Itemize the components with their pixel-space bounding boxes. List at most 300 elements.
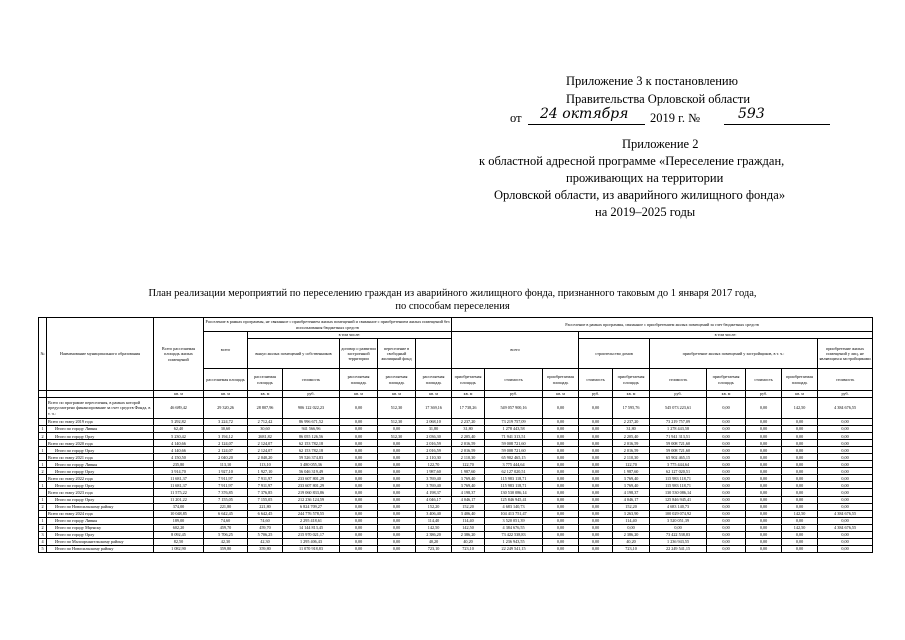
row-value: 0,00 (746, 545, 782, 552)
col-no: № (39, 318, 47, 391)
row-value: 359,80 (248, 545, 283, 552)
row-value: 0,00 (818, 475, 873, 482)
row-value: 4 384 676,55 (818, 510, 873, 517)
row-value: 122,70 (452, 461, 485, 468)
row-value: 0,00 (378, 468, 416, 475)
unit-cell: руб. (818, 391, 873, 398)
row-value: 545 073 223,61 (650, 398, 707, 419)
row-value: 215 970 021,17 (283, 531, 340, 538)
table-row (39, 426, 873, 433)
row-value: 1 278 443,58 (485, 426, 543, 433)
row-value: 0,00 (746, 433, 782, 440)
row-value: 0,00 (707, 433, 746, 440)
row-value: 0,00 (579, 524, 613, 531)
row-value: 244 776 578,55 (283, 510, 340, 517)
row-value: 0,00 (818, 419, 873, 426)
row-value: 62 153 782,18 (283, 447, 340, 454)
row-value: 0,00 (340, 510, 378, 517)
row-value: 3 769,40 (452, 475, 485, 482)
row-value: 219 060 833,86 (283, 489, 340, 496)
row-value: 0,00 (340, 475, 378, 482)
table-row (39, 482, 873, 489)
row-value: 0,00 (707, 447, 746, 454)
row-name: Всего по этапу 2019 года (47, 419, 154, 426)
row-name: Итого по городу Мценску (47, 524, 154, 531)
row-value: 113,10 (248, 461, 283, 468)
row-value: 0,00 (543, 419, 579, 426)
row-value: 0,00 (378, 426, 416, 433)
row-value: 2 205,40 (613, 433, 650, 440)
row-number: 2 (39, 503, 47, 510)
row-number (39, 419, 47, 426)
row-value: 221,80 (204, 503, 248, 510)
row-value: 723,10 (613, 545, 650, 552)
row-value: 86 055 126,56 (283, 433, 340, 440)
row-value: 17 738,26 (452, 398, 485, 419)
row-value: 2 124,07 (204, 447, 248, 454)
row-value: 0,00 (340, 461, 378, 468)
row-value: 0,00 (782, 440, 818, 447)
row-value: 0,00 (378, 461, 416, 468)
row-value: 0,00 (340, 545, 378, 552)
row-number (39, 398, 47, 419)
row-value: 0,00 (746, 489, 782, 496)
row-value: 4 046,17 (613, 496, 650, 503)
row-value: 0,00 (543, 510, 579, 517)
row-value: 2 040,20 (204, 454, 248, 461)
row-value: 40,20 (452, 538, 485, 545)
row-value: 0,00 (746, 538, 782, 545)
row-name: Итого по городу Ливны (47, 426, 154, 433)
row-value: 0,00 (782, 447, 818, 454)
row-value: 0,00 (543, 531, 579, 538)
row-value: 0,00 (782, 454, 818, 461)
row-value: 0,00 (707, 510, 746, 517)
row-value: 0,00 (340, 426, 378, 433)
row-value: 152,20 (452, 503, 485, 510)
row-value: 2 124,07 (204, 440, 248, 447)
sub-stoim4: стоимость (650, 369, 707, 391)
row-value: 3 224,72 (204, 419, 248, 426)
row-value: 59 008 721,60 (650, 447, 707, 454)
row-value: 0,00 (746, 398, 782, 419)
number-underline (724, 124, 830, 125)
row-value: 3 769,40 (416, 482, 452, 489)
row-value: 28 807,96 (248, 398, 283, 419)
row-value: 86 996 671,52 (283, 419, 340, 426)
row-value: 104 413 751,47 (485, 510, 543, 517)
row-value: 723,10 (452, 545, 485, 552)
row-name: Итого по Малоархангельскому району (47, 538, 154, 545)
row-value: 3 775 444,64 (650, 461, 707, 468)
row-name: Итого по городу Орлу (47, 482, 154, 489)
row-value: 40,20 (416, 538, 452, 545)
col-priob-zastr: приобретение жилых помещений у застройщиков, в т. ч.: (650, 339, 818, 369)
row-value: 0,00 (782, 468, 818, 475)
row-value: 0,00 (746, 447, 782, 454)
row-value: 221,80 (248, 503, 283, 510)
row-value: 0,00 (378, 482, 416, 489)
row-value: 3 769,40 (613, 482, 650, 489)
row-value: 0,00 (707, 496, 746, 503)
row-value: 0,00 (782, 461, 818, 468)
col-name: Наименование муниципального образования (47, 318, 154, 391)
row-value: 71 941 313,51 (485, 433, 543, 440)
row-value: 4 683 140,73 (650, 503, 707, 510)
row-value: 0,00 (543, 496, 579, 503)
appendix-2-line5: на 2019–2025 годы (595, 205, 696, 219)
row-value: 0,00 (340, 517, 378, 524)
group-b-header: Расселение в рамках программы, связанное с приобретением жилых помещений за счет бюджетных средств (452, 318, 873, 332)
row-value: 3 263,90 (613, 510, 650, 517)
row-value: 723,10 (416, 545, 452, 552)
row-value: 65 902 465,15 (650, 454, 707, 461)
row-value: 2 295 418,61 (283, 517, 340, 524)
row-value: 0,00 (543, 482, 579, 489)
row-value: 0,00 (340, 440, 378, 447)
row-value: 1 987,60 (613, 468, 650, 475)
table-row (39, 517, 873, 524)
row-value: 2 016,59 (452, 440, 485, 447)
row-value: 0,00 (579, 475, 613, 482)
row-value: 0,00 (340, 398, 378, 419)
row-value: 0,00 (746, 461, 782, 468)
row-name: Итого по Новосильскому району (47, 545, 154, 552)
unit-cell: руб. (746, 391, 782, 398)
row-value: 512,30 (378, 398, 416, 419)
row-value: 235,80 (154, 461, 204, 468)
row-value: 0,00 (340, 468, 378, 475)
row-value: 0,00 (340, 419, 378, 426)
row-value: 0,00 (746, 510, 782, 517)
table-row (39, 419, 873, 426)
row-value: 2 205,40 (452, 433, 485, 440)
row-value: 65 902 465,15 (485, 454, 543, 461)
row-value: 71 941 313,51 (650, 433, 707, 440)
row-value: 0,00 (378, 538, 416, 545)
row-value: 0,00 (746, 475, 782, 482)
row-value: 233 607 801,29 (283, 475, 340, 482)
row-value: 0,00 (782, 482, 818, 489)
row-value: 0,00 (746, 503, 782, 510)
col-pereselenie: переселение в свободный жилищный фонд (378, 339, 416, 369)
appendix-2-line4: Орловской области, из аварийного жилищного фонда» (494, 188, 786, 202)
row-value: 62 153 782,18 (283, 440, 340, 447)
unit-cell: кв. м (340, 391, 378, 398)
row-value: 0,00 (579, 496, 613, 503)
row-value: 941 566,96 (283, 426, 340, 433)
row-number (39, 489, 47, 496)
row-value: 142,50 (452, 524, 485, 531)
row-value: 359,80 (204, 545, 248, 552)
row-value: 1 987,60 (416, 468, 452, 475)
row-value: 0,00 (782, 496, 818, 503)
row-value: 602,20 (154, 524, 204, 531)
col-priob-lic: приобретение жилых помещений у лиц, не являющихся застройщиками (818, 339, 873, 369)
row-value: 30,60 (204, 426, 248, 433)
row-value: 5 230,42 (154, 433, 204, 440)
row-value: 7 155,05 (248, 496, 283, 503)
row-value: 0,00 (818, 538, 873, 545)
row-value: 115 983 118,71 (485, 482, 543, 489)
row-value: 0,00 (707, 489, 746, 496)
row-value: 0,00 (340, 496, 378, 503)
row-value: 7 911,97 (248, 482, 283, 489)
row-number: 2 (39, 468, 47, 475)
row-value: 73 219 757,09 (650, 419, 707, 426)
row-value: 40,20 (613, 538, 650, 545)
sub-stoim: стоимость (283, 369, 340, 391)
row-value: 0,00 (579, 545, 613, 552)
unit-cell: руб. (650, 391, 707, 398)
row-value: 0,00 (707, 531, 746, 538)
row-value: 11 575,22 (154, 489, 204, 496)
row-value: 2 237,20 (452, 419, 485, 426)
row-value: 906 122 022,23 (283, 398, 340, 419)
row-value: 59 008 721,60 (485, 440, 543, 447)
row-value: 62,40 (154, 426, 204, 433)
row-value: 1 236 943,55 (650, 538, 707, 545)
row-value: 62 127 020,51 (650, 468, 707, 475)
row-value: 0,00 (707, 440, 746, 447)
row-value: 0,00 (746, 419, 782, 426)
sub-priob-pl4: приобретаемая площадь (707, 369, 746, 391)
table-row (39, 475, 873, 482)
row-value: 0,00 (782, 531, 818, 538)
row-value: 0,00 (818, 426, 873, 433)
row-value: 0,00 (543, 454, 579, 461)
row-value: 3 480 055,36 (283, 461, 340, 468)
row-name: Всего по этапу 2023 года (47, 489, 154, 496)
row-value: 3 520 051,39 (650, 517, 707, 524)
row-value: 0,00 (818, 531, 873, 538)
row-value: 7 155,05 (204, 496, 248, 503)
row-value: 0,00 (818, 496, 873, 503)
row-value: 114,40 (416, 517, 452, 524)
row-value: 0,00 (818, 433, 873, 440)
row-value: 31,80 (613, 426, 650, 433)
row-value: 459,70 (204, 524, 248, 531)
sub-priob-pl2: приобретаемая площадь (543, 369, 579, 391)
row-value: 62 127 020,51 (485, 468, 543, 475)
row-value: 42,30 (248, 538, 283, 545)
row-value: 0,00 (543, 517, 579, 524)
row-value: 0,00 (746, 454, 782, 461)
row-value: 0,00 (579, 426, 613, 433)
row-value: 2 386,20 (452, 531, 485, 538)
row-value: 0,00 (378, 531, 416, 538)
row-number: 1 (39, 461, 47, 468)
row-value: 6 642,45 (204, 510, 248, 517)
row-value: 0,00 (579, 461, 613, 468)
table-row (39, 461, 873, 468)
row-name: Всего по программе переселения, в рамках которой предусмотрено финансирование за счет средств Фонда, в т. ч.: (47, 398, 154, 419)
row-value: 31,80 (416, 426, 452, 433)
row-value: 152,20 (416, 503, 452, 510)
row-value: 30,60 (248, 426, 283, 433)
col-b-vsego: всего (452, 332, 579, 369)
row-value: 125 846 945,41 (485, 496, 543, 503)
row-value: 0,00 (543, 440, 579, 447)
row-value: 374,00 (154, 503, 204, 510)
row-value: 0,00 (378, 517, 416, 524)
row-value: 0,00 (782, 517, 818, 524)
sub-stoim5: стоимость (746, 369, 782, 391)
row-value: 5 292,82 (154, 419, 204, 426)
row-value: 4 140,66 (154, 440, 204, 447)
row-value: 115 983 118,71 (650, 482, 707, 489)
row-value: 549 057 900,16 (485, 398, 543, 419)
row-value: 2 068,10 (416, 419, 452, 426)
row-value: 6 824 709,27 (283, 503, 340, 510)
row-value: 0,00 (782, 419, 818, 426)
row-value: 0,00 (378, 447, 416, 454)
col-dogovor: договор о развитии застроенной территории (340, 339, 378, 369)
row-value: 1 295 406,43 (283, 538, 340, 545)
sub-rassel-pl3: расселяемая площадь (340, 369, 378, 391)
row-value: 59 008 721,60 (485, 447, 543, 454)
row-value: 0,00 (340, 524, 378, 531)
row-value: 125 846 945,41 (650, 496, 707, 503)
row-value: 74,60 (248, 517, 283, 524)
appendix-3-line1: Приложение 3 к постановлению (566, 74, 738, 88)
row-value: 0,00 (543, 433, 579, 440)
row-number (39, 510, 47, 517)
row-value: 17 369,16 (416, 398, 452, 419)
appendix-3-line2: Правительства Орловской области (566, 92, 751, 106)
unit-cell: кв. м (707, 391, 746, 398)
unit-cell: кв. м (378, 391, 416, 398)
row-number (39, 475, 47, 482)
row-value: 11 070 918,83 (283, 545, 340, 552)
row-name: Всего по этапу 2020 года (47, 440, 154, 447)
row-value: 4 683 140,73 (485, 503, 543, 510)
row-value: 0,00 (340, 447, 378, 454)
plan-title-line1: План реализации мероприятий по переселению граждан из аварийного жилищного фонда, признанного таковым до 1 января 2017 года, (148, 288, 757, 299)
row-value: 2 110,30 (452, 454, 485, 461)
row-value: 29 320,26 (204, 398, 248, 419)
row-value: 3 914,70 (154, 468, 204, 475)
row-value: 10 048,85 (154, 510, 204, 517)
row-value: 0,00 (543, 545, 579, 552)
row-number: 4 (39, 538, 47, 545)
col-stroit: строительство домов (579, 339, 650, 369)
unit-cell: кв. м (543, 391, 579, 398)
row-value: 0,00 (579, 482, 613, 489)
date-prefix: от (510, 111, 522, 125)
appendix-2-line1: Приложение 2 (622, 137, 699, 151)
row-value: 4 384 676,55 (818, 524, 873, 531)
units-row (39, 391, 873, 398)
row-value: 0,00 (707, 545, 746, 552)
row-value: 31,80 (452, 426, 485, 433)
row-value: 113,10 (204, 461, 248, 468)
row-value: 122,70 (613, 461, 650, 468)
row-value: 0,00 (340, 531, 378, 538)
row-name: Всего по этапу 2021 года (47, 454, 154, 461)
row-value: 0,00 (543, 426, 579, 433)
row-value: 0,00 (543, 503, 579, 510)
row-value: 2 110,30 (613, 454, 650, 461)
date-underline (528, 124, 645, 125)
row-value: 0,00 (746, 524, 782, 531)
row-value: 0,00 (782, 489, 818, 496)
row-value: 4 046,17 (416, 496, 452, 503)
unit-cell: кв. м (204, 391, 248, 398)
row-value: 4 384 676,55 (485, 524, 543, 531)
sub-stoim2: стоимость (485, 369, 543, 391)
row-value: 212 236 124,59 (283, 496, 340, 503)
row-value: 0,00 (782, 475, 818, 482)
row-value: 0,00 (746, 482, 782, 489)
row-value: 3 769,40 (613, 475, 650, 482)
table-row (39, 489, 873, 496)
row-value: 0,00 (707, 398, 746, 419)
row-value: 4 198,37 (452, 489, 485, 496)
table-row (39, 454, 873, 461)
row-value: 1 927,10 (204, 468, 248, 475)
row-name: Итого по городу Орлу (47, 496, 154, 503)
row-value: 8 092,45 (154, 531, 204, 538)
row-name: Итого по городу Ливны (47, 461, 154, 468)
table-row (39, 496, 873, 503)
row-value: 0,00 (543, 468, 579, 475)
row-value: 2 016,59 (613, 440, 650, 447)
row-value: 7 376,85 (204, 489, 248, 496)
sub-rassel-pl2: расселяемая площадь (248, 369, 283, 391)
table-row (39, 468, 873, 475)
row-value: 17 595,76 (613, 398, 650, 419)
row-value: 152,20 (613, 503, 650, 510)
col-vykup: выкуп жилых помещений у собственников (248, 339, 340, 369)
resettlement-plan-table (38, 317, 873, 553)
table-row (39, 433, 873, 440)
row-value: 11 681,37 (154, 475, 204, 482)
row-value: 0,00 (579, 538, 613, 545)
row-value: 2 110,30 (416, 454, 452, 461)
row-value: 0,00 (579, 531, 613, 538)
row-name: Итого по городу Орлу (47, 531, 154, 538)
row-value: 0,00 (543, 489, 579, 496)
row-value: 0,00 (707, 426, 746, 433)
unit-cell: кв. м (154, 391, 204, 398)
appendix-2-line3: проживающих на территории (566, 171, 724, 185)
row-value: 73 422 538,83 (485, 531, 543, 538)
row-value: 6 642,45 (248, 510, 283, 517)
row-value: 1 082,90 (154, 545, 204, 552)
row-value: 115 983 118,71 (650, 475, 707, 482)
sub-stoim6: стоимость (818, 369, 873, 391)
row-name: Всего по этапу 2022 года (47, 475, 154, 482)
group-a-header: Расселение в рамках программы, не связанное с приобретением жилых помещений и связанное с приобретением жилых помещений без использования бюджетных средств (204, 318, 452, 332)
row-value: 0,00 (543, 475, 579, 482)
row-value: 5 706,25 (248, 531, 283, 538)
row-value: 0,00 (340, 454, 378, 461)
row-name: Всего по этапу 2024 года (47, 510, 154, 517)
row-value: 0,00 (650, 524, 707, 531)
row-value: 0,00 (378, 475, 416, 482)
row-value: 114,40 (452, 517, 485, 524)
row-value: 3 769,40 (452, 482, 485, 489)
table-row (39, 447, 873, 454)
row-value: 2 016,59 (416, 440, 452, 447)
row-value: 0,00 (378, 440, 416, 447)
row-value: 1 236 943,55 (485, 538, 543, 545)
row-value: 130 530 086,14 (650, 489, 707, 496)
unit-cell: кв. м (782, 391, 818, 398)
row-value: 0,00 (818, 447, 873, 454)
row-number: 1 (39, 426, 47, 433)
